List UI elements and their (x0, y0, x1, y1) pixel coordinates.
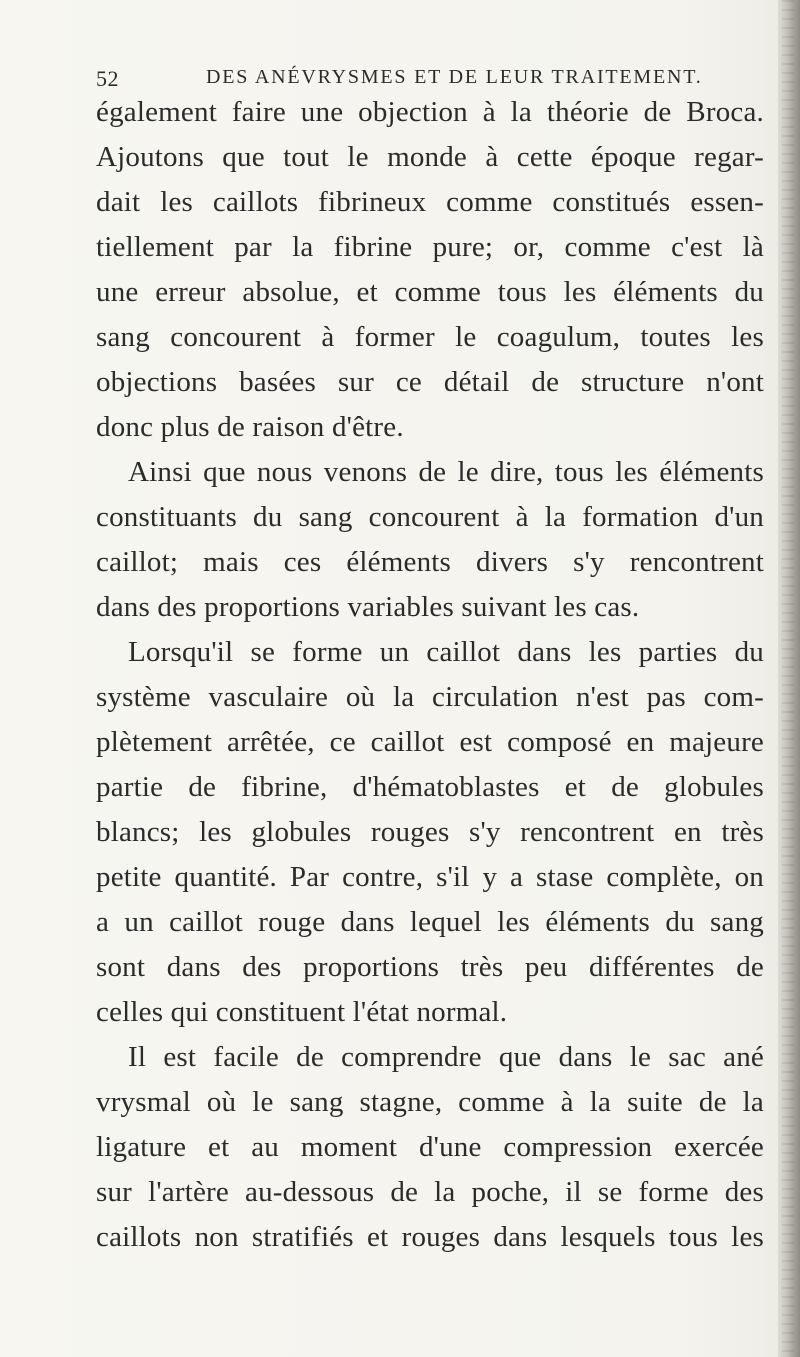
text-line: objections basées sur ce détail de structure n'ont (96, 366, 764, 398)
text-line: partie de fibrine, d'hématoblastes et de globules (96, 771, 764, 803)
text-line: a un caillot rouge dans lequel les éléments du sang (96, 906, 764, 938)
text-line: Ajoutons que tout le monde à cette époque regar- (96, 141, 764, 173)
text-line: petite quantité. Par contre, s'il y a stase complète, on (96, 861, 764, 893)
text-line: Lorsqu'il se forme un caillot dans les parties du (128, 636, 764, 668)
body-text (96, 90, 764, 1260)
text-line: tiellement par la fibrine pure; or, comme c'est là (96, 231, 764, 263)
text-line: sang concourent à former le coagulum, toutes les (96, 321, 764, 353)
text-line: système vasculaire où la circulation n'est pas com- (96, 681, 764, 713)
text-line: une erreur absolue, et comme tous les éléments du (96, 276, 764, 308)
page-stack-edge (782, 0, 794, 1357)
text-line: également faire une objection à la théorie de Broca. (96, 96, 764, 128)
text-line: constituants du sang concourent à la formation d'un (96, 501, 764, 533)
page-number: 52 (96, 66, 119, 91)
text-line: vrysmal où le sang stagne, comme à la suite de la (96, 1086, 764, 1118)
text-line: Ainsi que nous venons de le dire, tous les éléments (128, 456, 764, 488)
text-line: dait les caillots fibrineux comme constitués essen- (96, 186, 764, 218)
text-line: caillots non stratifiés et rouges dans lesquels tous les (96, 1221, 764, 1253)
text-line: dans des proportions variables suivant les cas. (96, 591, 640, 623)
text-line: celles qui constituent l'état normal. (96, 996, 508, 1028)
text-line: sont dans des proportions très peu différentes de (96, 951, 764, 983)
running-head: DES ANÉVRYSMES ET DE LEUR TRAITEMENT. (206, 66, 703, 88)
text-line: ligature et au moment d'une compression exercée (96, 1131, 764, 1163)
text-line: donc plus de raison d'être. (96, 411, 404, 443)
text-line: plètement arrêtée, ce caillot est composé en majeure (96, 726, 764, 758)
text-line: Il est facile de comprendre que dans le sac ané (128, 1041, 764, 1073)
text-line: sur l'artère au-dessous de la poche, il se forme des (96, 1176, 764, 1208)
text-line: caillot; mais ces éléments divers s'y rencontrent (96, 546, 764, 578)
text-line: blancs; les globules rouges s'y rencontrent en très (96, 816, 764, 848)
